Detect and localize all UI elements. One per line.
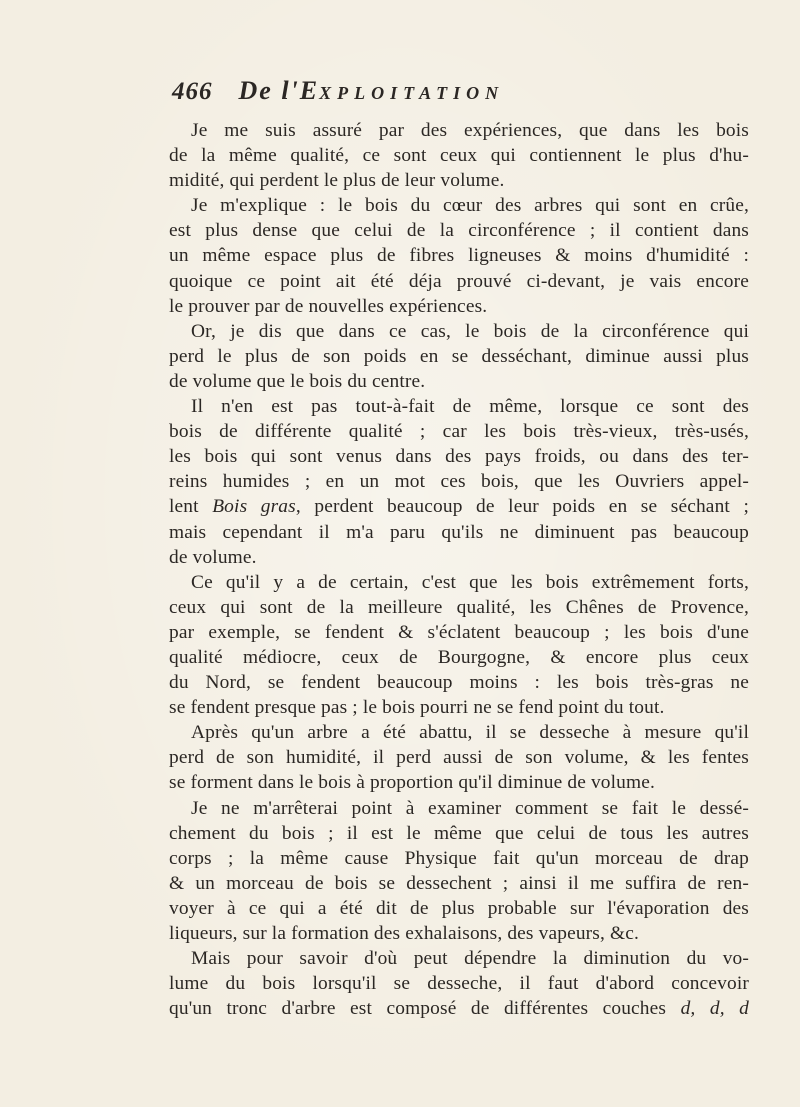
text-line: Or, je dis que dans ce cas, le bois de la circonférence qui (191, 320, 749, 342)
text-line: se forment dans le bois à proportion qu'il diminue de volume. (169, 772, 656, 794)
text-line: Je me suis assuré par des expériences, que dans les bois (191, 120, 749, 141)
italic-term: Bois gras (212, 496, 296, 518)
text-line (169, 996, 749, 1021)
text-line: chement du bois ; il est le même que celui de tous les autres (169, 822, 749, 844)
page-header (172, 76, 732, 110)
text-line: bois de différente qualité ; car les bois très-vieux, très-usés, (169, 421, 749, 443)
text-line: Ce qu'il y a de certain, c'est que les bois extrêmement forts, (191, 571, 749, 593)
text-line: lume du bois lorsqu'il se desseche, il faut d'abord concevoir (169, 973, 749, 995)
text-line: midité, qui perdent le plus de leur volume. (169, 170, 505, 192)
text-line: de volume que le bois du centre. (169, 370, 426, 392)
text-line: Après qu'un arbre a été abattu, il se desseche à mesure qu'il (191, 722, 749, 744)
text-line: perd de son humidité, il perd aussi de son volume, & les fentes (169, 747, 749, 769)
page-number: 466 (172, 78, 213, 105)
text-line: Mais pour savoir d'où peut dépendre la diminution du vo- (191, 948, 749, 970)
text-line: voyer à ce qui a été dit de plus probable sur l'évaporation des (169, 897, 749, 919)
text-line: du Nord, se fendent beaucoup moins : les bois très-gras ne (169, 672, 749, 694)
text-line: est plus dense que celui de la circonférence ; il contient dans (169, 220, 749, 242)
running-title (239, 76, 505, 106)
text-line: de la même qualité, ce sont ceux qui contiennent le plus d'hu- (169, 145, 749, 167)
text-line: se fendent presque pas ; le bois pourri ne se fend point du tout. (169, 697, 665, 719)
text-segment: lent (169, 496, 213, 518)
text-line: ceux qui sont de la meilleure qualité, les Chênes de Provence, (169, 596, 749, 618)
text-line (169, 494, 749, 519)
text-line: mais cependant il m'a paru qu'ils ne diminuent pas beaucoup (169, 521, 749, 543)
text-line: perd le plus de son poids en se desséchant, diminue aussi plus (169, 345, 749, 367)
body-text (169, 118, 749, 1021)
text-line: les bois qui sont venus dans des pays froids, ou dans des ter- (169, 446, 749, 468)
running-title-rest: XPLOITATION (319, 83, 505, 103)
text-line: liqueurs, sur la formation des exhalaisons, des vapeurs, &c. (169, 923, 639, 944)
text-line: quoique ce point ait été déja prouvé ci-devant, je vais encore (169, 270, 749, 292)
text-line: par exemple, se fendent & s'éclatent beaucoup ; les bois d'une (169, 621, 749, 643)
text-line: un même espace plus de fibres ligneuses & moins d'humidité : (169, 245, 749, 267)
italic-term: d, d, d (680, 998, 749, 1020)
text-line: le prouver par de nouvelles expériences. (169, 295, 488, 317)
text-line: corps ; la même cause Physique fait qu'un morceau de drap (169, 847, 749, 869)
text-line: Je m'explique : le bois du cœur des arbres qui sont en crûe, (191, 195, 749, 217)
text-line: de volume. (169, 546, 257, 568)
text-line: Il n'en est pas tout-à-fait de même, lorsque ce sont des (191, 396, 749, 418)
text-segment: , perdent beaucoup de leur poids en se séchant ; (295, 496, 749, 518)
running-title-prefix: De l'E (238, 76, 320, 105)
text-line: qualité médiocre, ceux de Bourgogne, & encore plus ceux (169, 646, 749, 668)
text-line: reins humides ; en un mot ces bois, que les Ouvriers appel- (169, 471, 749, 493)
text-segment: qu'un tronc d'arbre est composé de différentes couches (169, 998, 681, 1020)
text-line: Je ne m'arrêterai point à examiner comment se fait le dessé- (191, 797, 749, 819)
text-line: & un morceau de bois se dessechent ; ainsi il me suffira de ren- (169, 872, 749, 894)
